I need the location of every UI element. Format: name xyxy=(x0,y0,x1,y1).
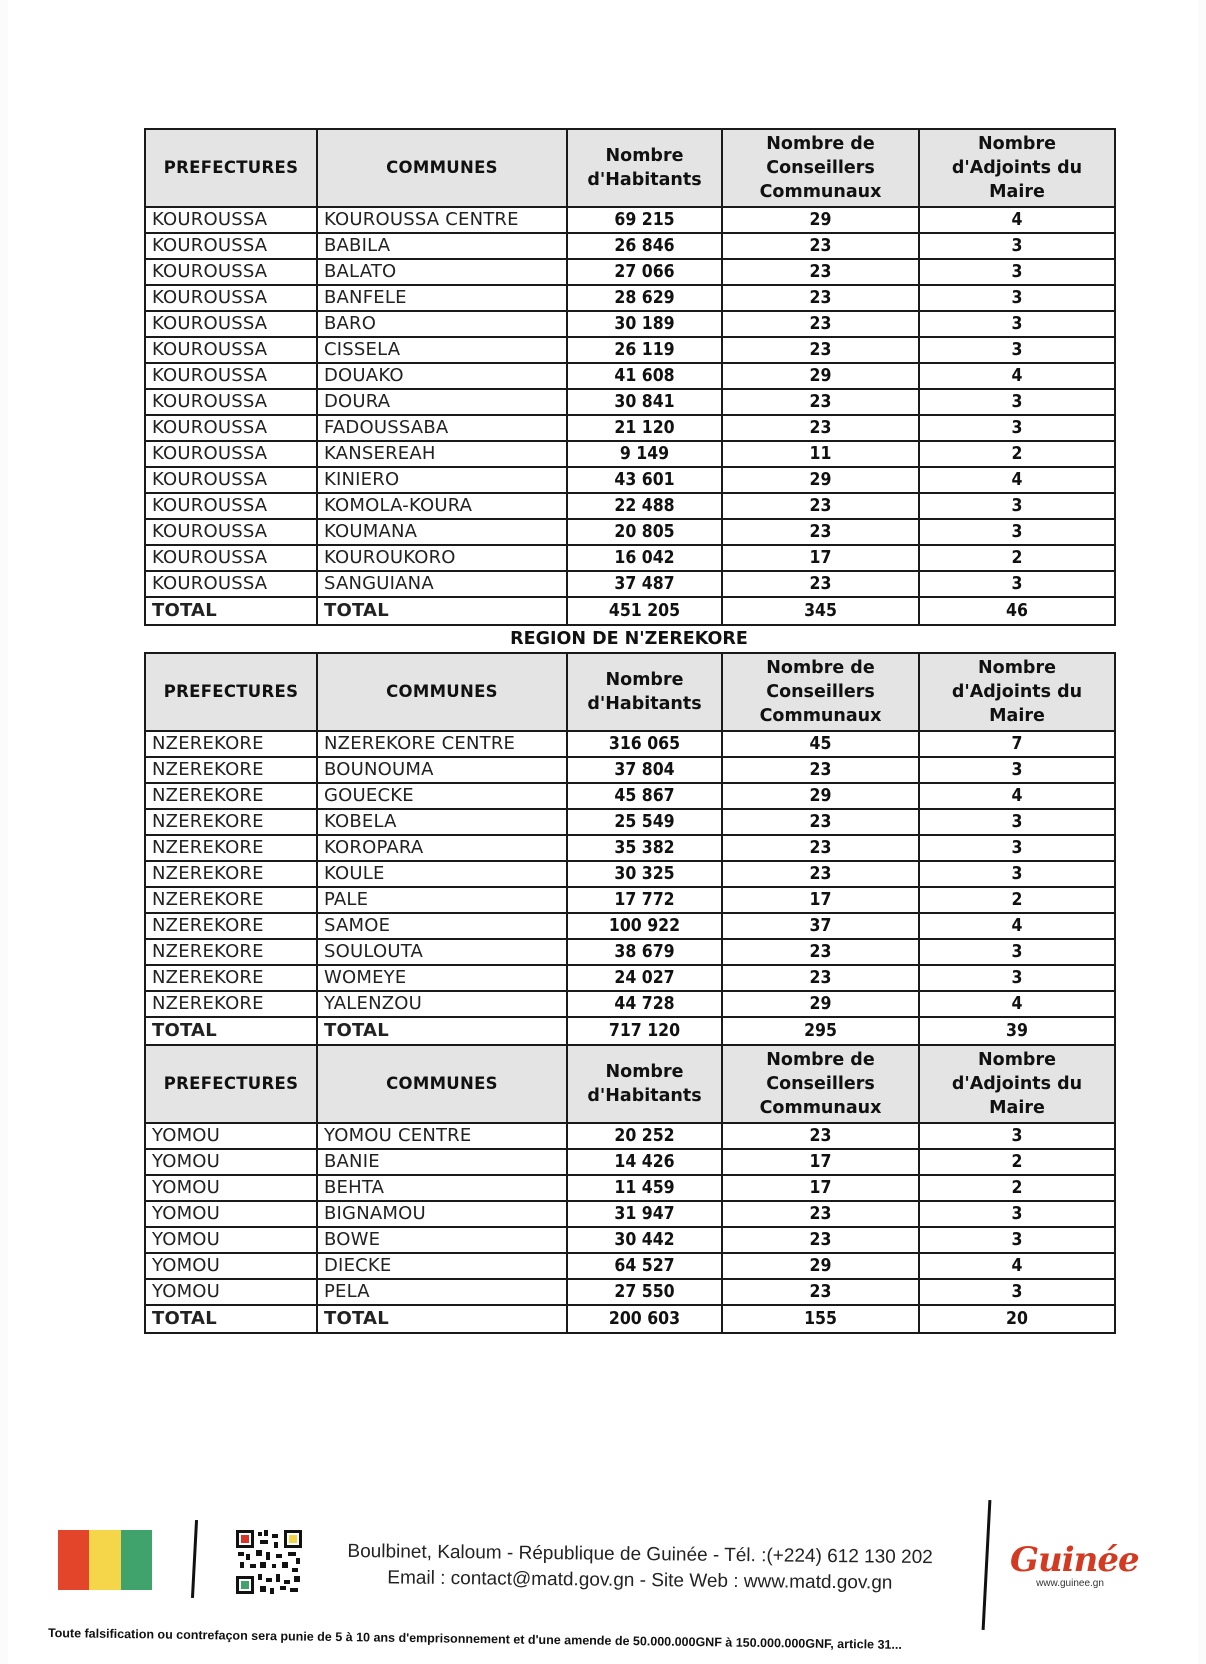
cell-habitants: 24 027 xyxy=(567,965,722,991)
cell-prefecture: KOUROUSSA xyxy=(145,259,317,285)
cell-conseillers: 29 xyxy=(722,1253,919,1279)
cell-prefecture: KOUROUSSA xyxy=(145,415,317,441)
cell-habitants: 9 149 xyxy=(567,441,722,467)
table-row xyxy=(145,861,1115,887)
table-row xyxy=(145,207,1115,233)
cell-conseillers: 17 xyxy=(722,887,919,913)
cell-commune: SOULOUTA xyxy=(317,939,567,965)
total-conseillers: 345 xyxy=(722,597,919,625)
cell-prefecture: KOUROUSSA xyxy=(145,285,317,311)
cell-commune: DOURA xyxy=(317,389,567,415)
table-row xyxy=(145,887,1115,913)
header-adjoints: Nombre d'Adjoints du Maire xyxy=(919,653,1115,731)
cell-habitants: 25 549 xyxy=(567,809,722,835)
header-habitants: Nombre d'Habitants xyxy=(567,129,722,207)
total-adjoints: 39 xyxy=(919,1017,1115,1045)
cell-conseillers: 17 xyxy=(722,545,919,571)
total-adjoints: 20 xyxy=(919,1305,1115,1333)
table-header-row xyxy=(145,1045,1115,1123)
header-conseillers: Nombre de Conseillers Communaux xyxy=(722,1045,919,1123)
table-row xyxy=(145,991,1115,1017)
table-header-row xyxy=(145,653,1115,731)
header-adjoints: Nombre d'Adjoints du Maire xyxy=(919,1045,1115,1123)
total-row xyxy=(145,1017,1115,1045)
cell-habitants: 30 189 xyxy=(567,311,722,337)
table-row xyxy=(145,1123,1115,1149)
cell-commune: KINIERO xyxy=(317,467,567,493)
communes-tables xyxy=(144,128,1114,1334)
cell-conseillers: 29 xyxy=(722,467,919,493)
cell-conseillers: 23 xyxy=(722,757,919,783)
cell-commune: KOUMANA xyxy=(317,519,567,545)
communes-table-1 xyxy=(144,128,1116,626)
region-title: REGION DE N'ZEREKORE xyxy=(510,629,748,649)
cell-adjoints: 3 xyxy=(919,835,1115,861)
cell-conseillers: 23 xyxy=(722,1279,919,1305)
cell-prefecture: NZEREKORE xyxy=(145,809,317,835)
cell-conseillers: 23 xyxy=(722,861,919,887)
cell-adjoints: 3 xyxy=(919,965,1115,991)
cell-adjoints: 3 xyxy=(919,861,1115,887)
cell-conseillers: 23 xyxy=(722,415,919,441)
cell-adjoints: 3 xyxy=(919,259,1115,285)
table-row xyxy=(145,311,1115,337)
cell-commune: SAMOE xyxy=(317,913,567,939)
table-row xyxy=(145,939,1115,965)
legal-disclaimer: Toute falsification ou contrefaçon sera punie de 5 à 10 ans d'emprisonnement et d'une amende de 50.000.000GNF à 150.000.000GNF, article 31... xyxy=(47,1626,902,1652)
communes-table-2 xyxy=(144,652,1116,1046)
cell-prefecture: NZEREKORE xyxy=(145,939,317,965)
cell-prefecture: KOUROUSSA xyxy=(145,441,317,467)
cell-adjoints: 3 xyxy=(919,939,1115,965)
cell-habitants: 17 772 xyxy=(567,887,722,913)
total-commune: TOTAL xyxy=(317,1305,567,1333)
cell-prefecture: YOMOU xyxy=(145,1227,317,1253)
cell-commune: KOROPARA xyxy=(317,835,567,861)
cell-adjoints: 3 xyxy=(919,311,1115,337)
cell-prefecture: NZEREKORE xyxy=(145,887,317,913)
cell-commune: GOUECKE xyxy=(317,783,567,809)
cell-conseillers: 23 xyxy=(722,337,919,363)
cell-commune: YALENZOU xyxy=(317,991,567,1017)
cell-prefecture: KOUROUSSA xyxy=(145,519,317,545)
table-row xyxy=(145,1201,1115,1227)
total-commune: TOTAL xyxy=(317,1017,567,1045)
cell-commune: DIECKE xyxy=(317,1253,567,1279)
cell-habitants: 27 550 xyxy=(567,1279,722,1305)
cell-adjoints: 4 xyxy=(919,467,1115,493)
table-row xyxy=(145,519,1115,545)
table-row xyxy=(145,337,1115,363)
cell-commune: KOUROUSSA CENTRE xyxy=(317,207,567,233)
cell-adjoints: 3 xyxy=(919,285,1115,311)
table-row xyxy=(145,363,1115,389)
cell-commune: FADOUSSABA xyxy=(317,415,567,441)
cell-commune: NZEREKORE CENTRE xyxy=(317,731,567,757)
cell-habitants: 27 066 xyxy=(567,259,722,285)
communes-table-3 xyxy=(144,1044,1116,1334)
flag-yellow-band xyxy=(89,1530,120,1590)
cell-prefecture: KOUROUSSA xyxy=(145,545,317,571)
address-line-1: Boulbinet, Kaloum - République de Guinée - Tél. :(+224) 612 130 202 xyxy=(347,1540,933,1569)
cell-commune: CISSELA xyxy=(317,337,567,363)
table-row xyxy=(145,233,1115,259)
total-conseillers: 155 xyxy=(722,1305,919,1333)
table-row xyxy=(145,835,1115,861)
cell-adjoints: 3 xyxy=(919,493,1115,519)
cell-commune: PALE xyxy=(317,887,567,913)
total-prefecture: TOTAL xyxy=(145,597,317,625)
cell-habitants: 44 728 xyxy=(567,991,722,1017)
cell-adjoints: 2 xyxy=(919,441,1115,467)
header-adjoints: Nombre d'Adjoints du Maire xyxy=(919,129,1115,207)
cell-commune: BEHTA xyxy=(317,1175,567,1201)
cell-commune: PELA xyxy=(317,1279,567,1305)
cell-habitants: 31 947 xyxy=(567,1201,722,1227)
cell-commune: WOMEYE xyxy=(317,965,567,991)
cell-prefecture: YOMOU xyxy=(145,1279,317,1305)
cell-habitants: 69 215 xyxy=(567,207,722,233)
cell-commune: YOMOU CENTRE xyxy=(317,1123,567,1149)
cell-conseillers: 45 xyxy=(722,731,919,757)
cell-adjoints: 4 xyxy=(919,207,1115,233)
cell-prefecture: NZEREKORE xyxy=(145,757,317,783)
guinee-logo-text: Guinée xyxy=(1010,1540,1139,1580)
cell-adjoints: 4 xyxy=(919,783,1115,809)
cell-prefecture: KOUROUSSA xyxy=(145,337,317,363)
table-row xyxy=(145,415,1115,441)
cell-habitants: 37 487 xyxy=(567,571,722,597)
table-header-row xyxy=(145,129,1115,207)
cell-commune: BIGNAMOU xyxy=(317,1201,567,1227)
table-row xyxy=(145,809,1115,835)
cell-conseillers: 23 xyxy=(722,965,919,991)
cell-conseillers: 29 xyxy=(722,207,919,233)
cell-adjoints: 3 xyxy=(919,337,1115,363)
cell-adjoints: 2 xyxy=(919,1175,1115,1201)
cell-conseillers: 23 xyxy=(722,1227,919,1253)
cell-habitants: 11 459 xyxy=(567,1175,722,1201)
cell-commune: BABILA xyxy=(317,233,567,259)
cell-adjoints: 3 xyxy=(919,757,1115,783)
cell-prefecture: NZEREKORE xyxy=(145,731,317,757)
header-communes: COMMUNES xyxy=(317,1045,567,1123)
cell-commune: BANIE xyxy=(317,1149,567,1175)
cell-adjoints: 3 xyxy=(919,519,1115,545)
cell-conseillers: 23 xyxy=(722,259,919,285)
cell-habitants: 43 601 xyxy=(567,467,722,493)
cell-habitants: 30 442 xyxy=(567,1227,722,1253)
cell-conseillers: 23 xyxy=(722,809,919,835)
cell-conseillers: 29 xyxy=(722,783,919,809)
cell-adjoints: 4 xyxy=(919,1253,1115,1279)
cell-commune: BANFELE xyxy=(317,285,567,311)
header-habitants: Nombre d'Habitants xyxy=(567,1045,722,1123)
table-row xyxy=(145,259,1115,285)
cell-adjoints: 3 xyxy=(919,1123,1115,1149)
total-row xyxy=(145,1305,1115,1333)
total-habitants: 717 120 xyxy=(567,1017,722,1045)
cell-conseillers: 11 xyxy=(722,441,919,467)
cell-conseillers: 23 xyxy=(722,1201,919,1227)
cell-habitants: 64 527 xyxy=(567,1253,722,1279)
footer-divider-right xyxy=(982,1500,992,1630)
cell-habitants: 30 841 xyxy=(567,389,722,415)
cell-habitants: 45 867 xyxy=(567,783,722,809)
table-row xyxy=(145,783,1115,809)
table-row xyxy=(145,571,1115,597)
header-conseillers: Nombre de Conseillers Communaux xyxy=(722,129,919,207)
cell-adjoints: 4 xyxy=(919,363,1115,389)
cell-habitants: 22 488 xyxy=(567,493,722,519)
cell-adjoints: 3 xyxy=(919,1227,1115,1253)
cell-conseillers: 23 xyxy=(722,311,919,337)
total-conseillers: 295 xyxy=(722,1017,919,1045)
cell-prefecture: NZEREKORE xyxy=(145,991,317,1017)
cell-commune: KOMOLA-KOURA xyxy=(317,493,567,519)
total-adjoints: 46 xyxy=(919,597,1115,625)
cell-prefecture: NZEREKORE xyxy=(145,913,317,939)
cell-commune: KOBELA xyxy=(317,809,567,835)
cell-habitants: 30 325 xyxy=(567,861,722,887)
cell-adjoints: 2 xyxy=(919,887,1115,913)
table-row xyxy=(145,1253,1115,1279)
cell-prefecture: YOMOU xyxy=(145,1253,317,1279)
cell-habitants: 38 679 xyxy=(567,939,722,965)
cell-habitants: 37 804 xyxy=(567,757,722,783)
cell-conseillers: 29 xyxy=(722,363,919,389)
table-row xyxy=(145,965,1115,991)
cell-prefecture: NZEREKORE xyxy=(145,965,317,991)
cell-prefecture: KOUROUSSA xyxy=(145,233,317,259)
header-conseillers: Nombre de Conseillers Communaux xyxy=(722,653,919,731)
guinee-logo-url: www.guinee.gn xyxy=(1036,1578,1104,1589)
cell-habitants: 14 426 xyxy=(567,1149,722,1175)
table-row xyxy=(145,913,1115,939)
flag-red-band xyxy=(58,1530,89,1590)
address-line-2: Email : contact@matd.gov.gn - Site Web : www.matd.gov.gn xyxy=(387,1567,893,1594)
guinea-flag-icon xyxy=(58,1530,152,1590)
cell-prefecture: KOUROUSSA xyxy=(145,311,317,337)
cell-prefecture: YOMOU xyxy=(145,1175,317,1201)
table-row xyxy=(145,1227,1115,1253)
cell-adjoints: 3 xyxy=(919,571,1115,597)
table-row xyxy=(145,545,1115,571)
cell-prefecture: YOMOU xyxy=(145,1149,317,1175)
table-row xyxy=(145,285,1115,311)
cell-adjoints: 4 xyxy=(919,913,1115,939)
cell-habitants: 100 922 xyxy=(567,913,722,939)
header-communes: COMMUNES xyxy=(317,129,567,207)
cell-adjoints: 7 xyxy=(919,731,1115,757)
header-prefectures: PREFECTURES xyxy=(145,653,317,731)
cell-habitants: 16 042 xyxy=(567,545,722,571)
table-row xyxy=(145,1175,1115,1201)
page-footer xyxy=(0,1500,1206,1664)
cell-conseillers: 23 xyxy=(722,1123,919,1149)
cell-conseillers: 23 xyxy=(722,519,919,545)
cell-habitants: 20 252 xyxy=(567,1123,722,1149)
qr-code-icon[interactable] xyxy=(236,1530,302,1594)
total-prefecture: TOTAL xyxy=(145,1017,317,1045)
cell-prefecture: NZEREKORE xyxy=(145,861,317,887)
guinee-logo[interactable] xyxy=(1010,1540,1139,1589)
cell-habitants: 26 846 xyxy=(567,233,722,259)
cell-adjoints: 3 xyxy=(919,1279,1115,1305)
header-prefectures: PREFECTURES xyxy=(145,1045,317,1123)
cell-habitants: 26 119 xyxy=(567,337,722,363)
cell-conseillers: 23 xyxy=(722,285,919,311)
cell-conseillers: 23 xyxy=(722,571,919,597)
contact-address xyxy=(330,1539,951,1597)
cell-adjoints: 2 xyxy=(919,545,1115,571)
cell-adjoints: 3 xyxy=(919,809,1115,835)
cell-adjoints: 3 xyxy=(919,415,1115,441)
cell-commune: BOWE xyxy=(317,1227,567,1253)
cell-commune: KOULE xyxy=(317,861,567,887)
total-row xyxy=(145,597,1115,625)
cell-commune: KOUROUKORO xyxy=(317,545,567,571)
total-habitants: 451 205 xyxy=(567,597,722,625)
cell-adjoints: 3 xyxy=(919,389,1115,415)
cell-prefecture: NZEREKORE xyxy=(145,783,317,809)
cell-prefecture: NZEREKORE xyxy=(145,835,317,861)
cell-habitants: 28 629 xyxy=(567,285,722,311)
cell-conseillers: 17 xyxy=(722,1175,919,1201)
cell-habitants: 316 065 xyxy=(567,731,722,757)
cell-commune: BARO xyxy=(317,311,567,337)
table-row xyxy=(145,467,1115,493)
cell-habitants: 41 608 xyxy=(567,363,722,389)
cell-conseillers: 17 xyxy=(722,1149,919,1175)
footer-divider-left xyxy=(191,1520,198,1598)
cell-commune: DOUAKO xyxy=(317,363,567,389)
cell-prefecture: YOMOU xyxy=(145,1123,317,1149)
cell-conseillers: 23 xyxy=(722,835,919,861)
cell-prefecture: KOUROUSSA xyxy=(145,207,317,233)
cell-adjoints: 3 xyxy=(919,1201,1115,1227)
cell-adjoints: 2 xyxy=(919,1149,1115,1175)
table-row xyxy=(145,441,1115,467)
cell-prefecture: KOUROUSSA xyxy=(145,493,317,519)
cell-adjoints: 4 xyxy=(919,991,1115,1017)
cell-prefecture: KOUROUSSA xyxy=(145,363,317,389)
header-communes: COMMUNES xyxy=(317,653,567,731)
table-row xyxy=(145,1149,1115,1175)
cell-prefecture: YOMOU xyxy=(145,1201,317,1227)
cell-conseillers: 37 xyxy=(722,913,919,939)
cell-habitants: 21 120 xyxy=(567,415,722,441)
cell-commune: KANSEREAH xyxy=(317,441,567,467)
cell-commune: BOUNOUMA xyxy=(317,757,567,783)
table-row xyxy=(145,731,1115,757)
cell-prefecture: KOUROUSSA xyxy=(145,467,317,493)
total-prefecture: TOTAL xyxy=(145,1305,317,1333)
header-prefectures: PREFECTURES xyxy=(145,129,317,207)
cell-habitants: 35 382 xyxy=(567,835,722,861)
cell-adjoints: 3 xyxy=(919,233,1115,259)
cell-conseillers: 23 xyxy=(722,389,919,415)
cell-commune: SANGUIANA xyxy=(317,571,567,597)
cell-prefecture: KOUROUSSA xyxy=(145,571,317,597)
cell-habitants: 20 805 xyxy=(567,519,722,545)
cell-conseillers: 23 xyxy=(722,939,919,965)
table-row xyxy=(145,1279,1115,1305)
cell-commune: BALATO xyxy=(317,259,567,285)
cell-conseillers: 29 xyxy=(722,991,919,1017)
table-row xyxy=(145,493,1115,519)
table-row xyxy=(145,757,1115,783)
total-commune: TOTAL xyxy=(317,597,567,625)
cell-conseillers: 23 xyxy=(722,233,919,259)
flag-green-band xyxy=(121,1530,152,1590)
header-habitants: Nombre d'Habitants xyxy=(567,653,722,731)
table-row xyxy=(145,389,1115,415)
cell-conseillers: 23 xyxy=(722,493,919,519)
cell-prefecture: KOUROUSSA xyxy=(145,389,317,415)
total-habitants: 200 603 xyxy=(567,1305,722,1333)
